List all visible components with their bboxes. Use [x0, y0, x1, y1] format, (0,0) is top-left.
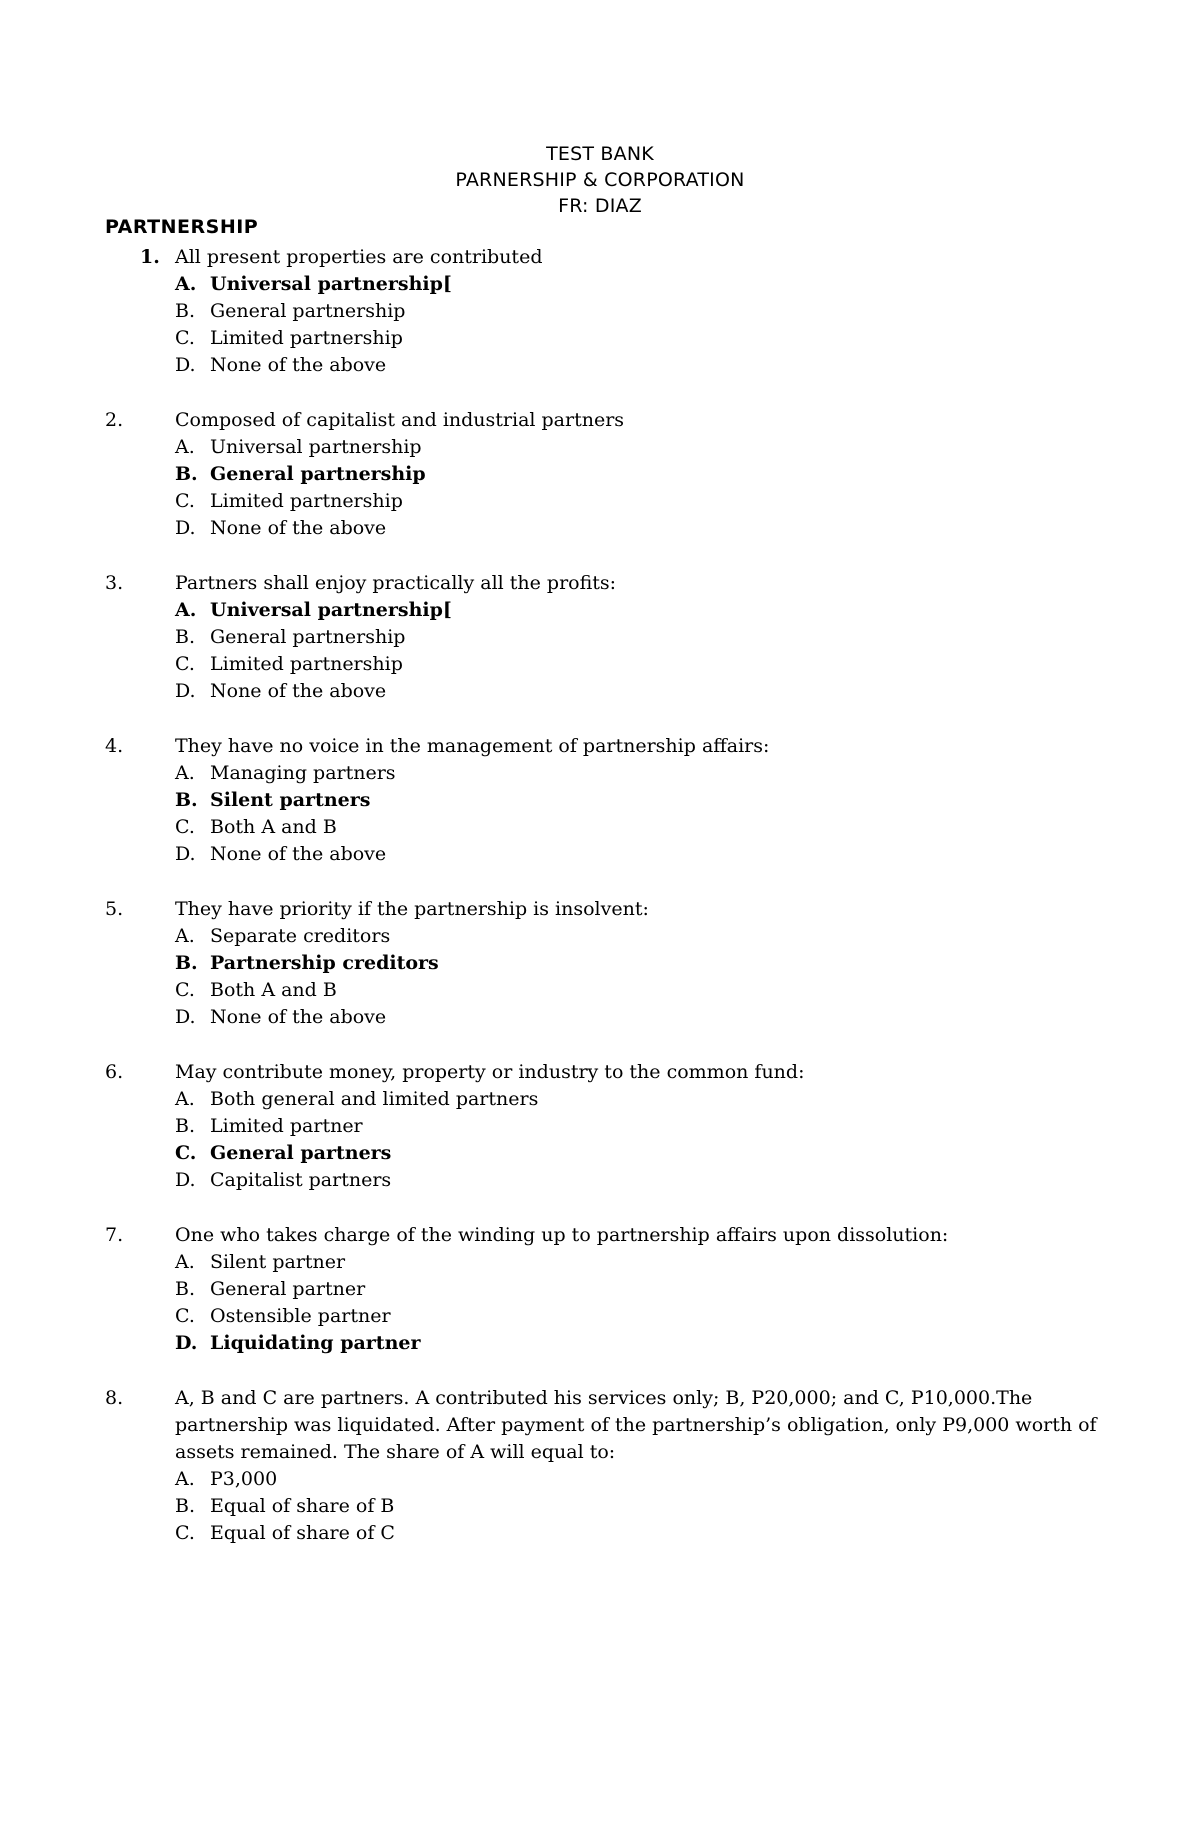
option-letter: D.: [175, 843, 196, 865]
question-text: May contribute money, property or industry to the common fund:: [175, 1061, 805, 1083]
option-text: General partnership: [210, 626, 406, 648]
option-letter: A.: [175, 925, 195, 947]
option-text: General partnership: [210, 463, 426, 485]
option-letter: B.: [175, 789, 198, 811]
option-letter: A.: [175, 273, 197, 295]
option-text: Liquidating partner: [210, 1332, 421, 1354]
option-letter: D.: [175, 1332, 198, 1354]
option-letter: D.: [175, 517, 196, 539]
option-letter: A.: [175, 1251, 195, 1273]
option-letter: B.: [175, 1495, 196, 1517]
answer-option: [105, 624, 1105, 651]
answer-option-correct: [105, 1330, 1105, 1357]
header-subtitle: PARNERSHIP & CORPORATION: [455, 169, 745, 191]
answer-option-correct: [105, 1140, 1105, 1167]
question-number: 2.: [105, 409, 124, 431]
option-letter: B.: [175, 1278, 196, 1300]
option-letter: D.: [175, 1169, 196, 1191]
question-number: 1.: [140, 246, 160, 268]
answer-option-correct: [105, 950, 1105, 977]
header-title: TEST BANK: [546, 143, 654, 165]
answer-option: [105, 298, 1105, 325]
answer-option: [105, 1004, 1105, 1031]
question-2: [105, 407, 1105, 542]
option-letter: B.: [175, 463, 198, 485]
option-text: Separate creditors: [210, 925, 391, 947]
option-letter: B.: [175, 626, 196, 648]
option-text: Silent partner: [210, 1251, 346, 1273]
question-text: A, B and C are partners. A contributed his services only; B, P20,000; and C, P10,000.The partnership was liquidated. After payment of the partnership’s obligation, only P9,000 worth of assets remained. The share of A will equal to:: [175, 1387, 1097, 1463]
header-author: FR: DIAZ: [558, 195, 642, 217]
option-text: Both general and limited partners: [210, 1088, 539, 1110]
question-stem: [105, 1222, 1105, 1249]
option-letter: C.: [175, 979, 195, 1001]
option-text: Both A and B: [210, 816, 337, 838]
document-header: [0, 141, 1200, 219]
question-number: 7.: [105, 1224, 124, 1246]
question-number: 8.: [105, 1387, 124, 1409]
answer-option: [105, 977, 1105, 1004]
question-text: They have priority if the partnership is insolvent:: [175, 898, 649, 920]
option-text: Limited partner: [210, 1115, 363, 1137]
answer-option: [105, 1520, 1105, 1547]
option-text: Universal partnership[: [210, 273, 452, 295]
option-letter: A.: [175, 599, 197, 621]
option-letter: C.: [175, 490, 195, 512]
option-letter: B.: [175, 1115, 196, 1137]
option-text: Silent partners: [210, 789, 371, 811]
answer-option: [105, 1249, 1105, 1276]
answer-option: [105, 814, 1105, 841]
option-letter: A.: [175, 436, 195, 458]
option-text: General partnership: [210, 300, 406, 322]
question-stem: [105, 1059, 1105, 1086]
option-text: P3,000: [210, 1468, 278, 1490]
question-stem: [105, 244, 1105, 271]
answer-option: [105, 515, 1105, 542]
option-letter: C.: [175, 1522, 195, 1544]
option-letter: B.: [175, 952, 198, 974]
question-text: Composed of capitalist and industrial partners: [175, 409, 625, 431]
question-text: They have no voice in the management of partnership affairs:: [175, 735, 770, 757]
option-text: General partners: [210, 1142, 392, 1164]
option-text: Universal partnership[: [210, 599, 452, 621]
question-stem: [105, 407, 1105, 434]
answer-option-correct: [105, 271, 1105, 298]
option-text: Both A and B: [210, 979, 337, 1001]
option-text: None of the above: [210, 843, 387, 865]
question-number: 3.: [105, 572, 124, 594]
question-text: One who takes charge of the winding up to partnership affairs upon dissolution:: [175, 1224, 949, 1246]
option-text: None of the above: [210, 1006, 387, 1028]
answer-option: [105, 923, 1105, 950]
option-letter: C.: [175, 327, 195, 349]
question-stem: [105, 570, 1105, 597]
question-5: [105, 896, 1105, 1031]
option-letter: B.: [175, 300, 196, 322]
answer-option-correct: [105, 787, 1105, 814]
question-number: 5.: [105, 898, 124, 920]
option-letter: D.: [175, 1006, 196, 1028]
answer-option: [105, 1113, 1105, 1140]
option-text: Limited partnership: [210, 653, 403, 675]
answer-option: [105, 1167, 1105, 1194]
option-text: None of the above: [210, 517, 387, 539]
option-text: Limited partnership: [210, 327, 403, 349]
option-letter: C.: [175, 816, 195, 838]
question-text: Partners shall enjoy practically all the profits:: [175, 572, 617, 594]
answer-option: [105, 760, 1105, 787]
option-text: Limited partnership: [210, 490, 403, 512]
question-7: [105, 1222, 1105, 1357]
question-4: [105, 733, 1105, 868]
section-title: PARTNERSHIP: [105, 216, 259, 238]
option-letter: A.: [175, 1468, 195, 1490]
answer-option: [105, 352, 1105, 379]
question-stem: [105, 896, 1105, 923]
option-text: None of the above: [210, 680, 387, 702]
option-letter: D.: [175, 680, 196, 702]
answer-option: [105, 1276, 1105, 1303]
answer-option: [105, 1086, 1105, 1113]
answer-option-correct: [105, 461, 1105, 488]
question-3: [105, 570, 1105, 705]
question-6: [105, 1059, 1105, 1194]
question-list: [105, 244, 1105, 1575]
answer-option: [105, 678, 1105, 705]
answer-option: [105, 325, 1105, 352]
answer-option: [105, 1303, 1105, 1330]
question-number: 4.: [105, 735, 124, 757]
option-text: Ostensible partner: [210, 1305, 391, 1327]
option-text: General partner: [210, 1278, 366, 1300]
question-text: All present properties are contributed: [175, 246, 543, 268]
question-number: 6.: [105, 1061, 124, 1083]
answer-option: [105, 841, 1105, 868]
option-letter: C.: [175, 1142, 197, 1164]
option-letter: C.: [175, 653, 195, 675]
answer-option: [105, 651, 1105, 678]
question-8: [105, 1385, 1105, 1547]
option-letter: D.: [175, 354, 196, 376]
option-letter: A.: [175, 762, 195, 784]
option-text: Equal of share of B: [210, 1495, 395, 1517]
option-text: Equal of share of C: [210, 1522, 395, 1544]
answer-option: [105, 434, 1105, 461]
option-letter: A.: [175, 1088, 195, 1110]
answer-option: [105, 1493, 1105, 1520]
option-text: Partnership creditors: [210, 952, 439, 974]
option-text: Managing partners: [210, 762, 396, 784]
question-stem: [105, 1385, 1105, 1466]
answer-option: [105, 1466, 1105, 1493]
option-letter: C.: [175, 1305, 195, 1327]
answer-option: [105, 488, 1105, 515]
option-text: Universal partnership: [210, 436, 422, 458]
answer-option-correct: [105, 597, 1105, 624]
question-stem: [105, 733, 1105, 760]
question-1: [105, 244, 1105, 379]
option-text: Capitalist partners: [210, 1169, 392, 1191]
option-text: None of the above: [210, 354, 387, 376]
